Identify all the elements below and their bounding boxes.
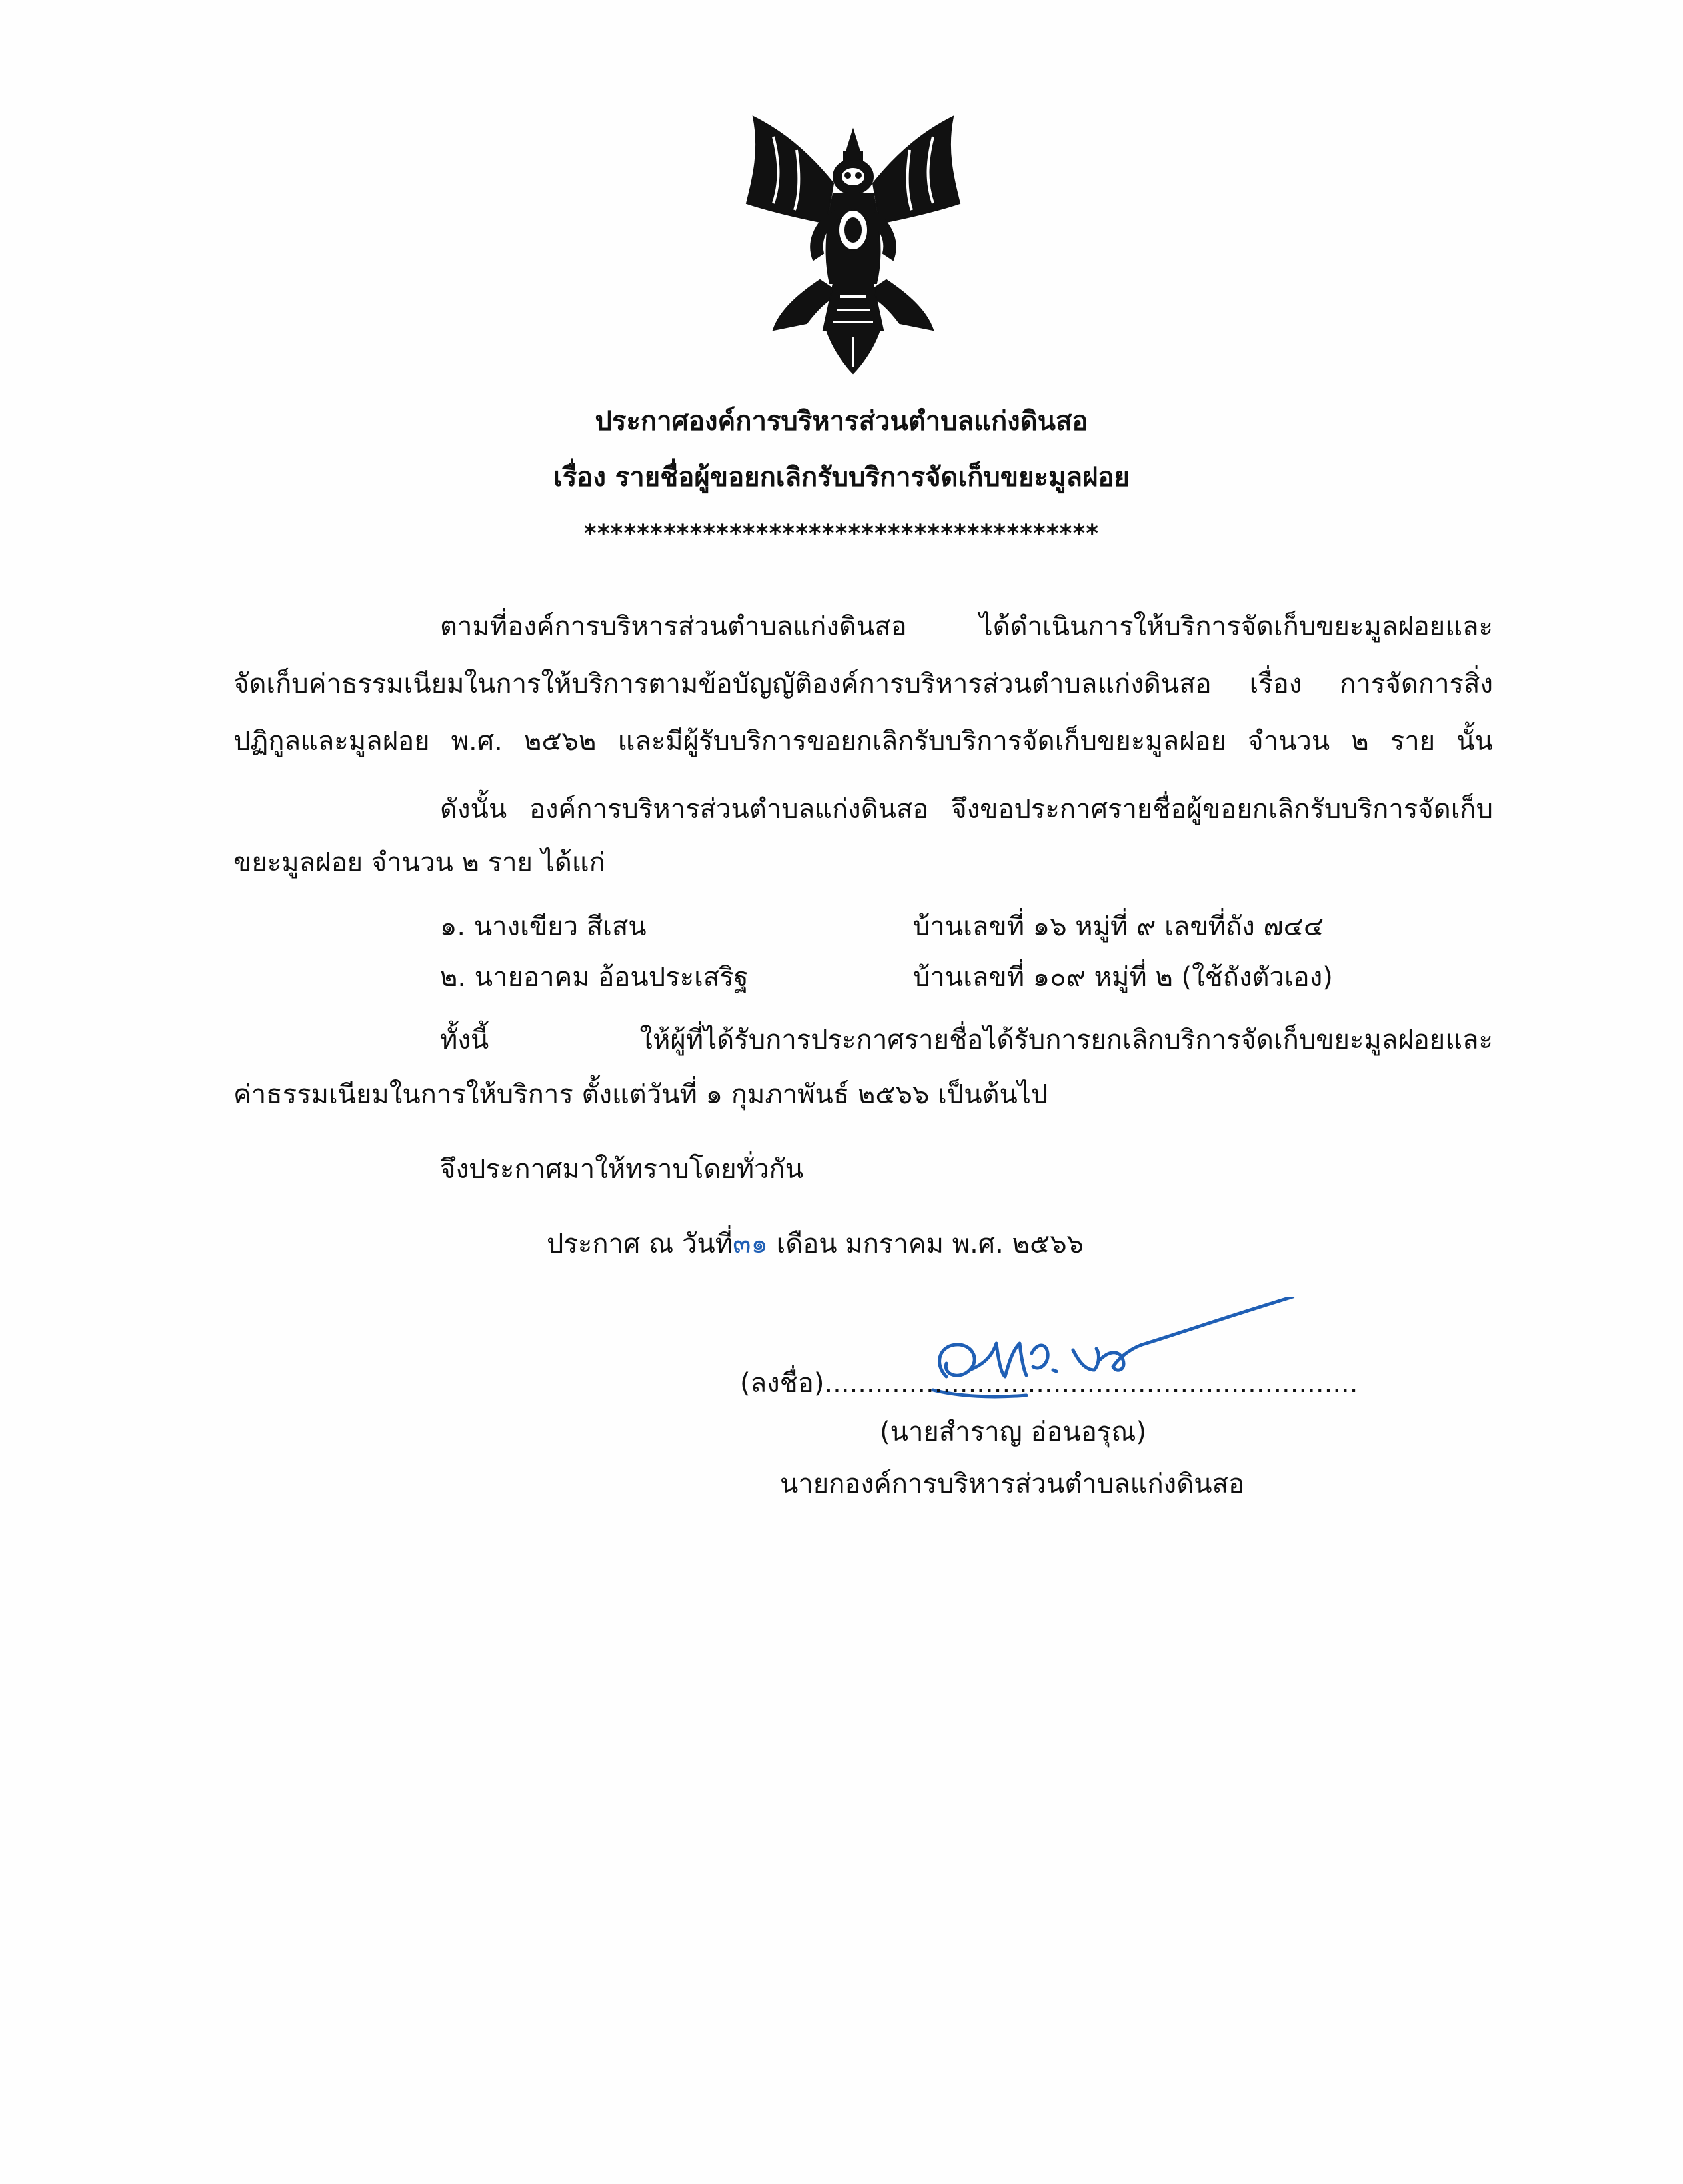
announcement-subject: เรื่อง รายชื่อผู้ขอยกเลิกรับบริการจัดเก็บขยะมูลฝอย — [553, 462, 1130, 493]
closing-text: จึงประกาศมาให้ทราบโดยทั่วกัน — [440, 1154, 804, 1185]
signatory-name: (นายสำราญ อ่อนอรุณ) — [880, 1417, 1147, 1447]
para3-line2: ค่าธรรมเนียมในการให้บริการ ตั้งแต่วันที่ ๑ กุมภาพันธ์ ๒๕๖๖ เป็นต้นไป — [233, 1079, 1048, 1110]
entry-2-name: ๒. นายอาคม อ้อนประเสริฐ — [440, 962, 749, 993]
signature-line — [740, 1363, 1358, 1403]
date-day: ๓๑ — [733, 1229, 768, 1259]
entry-1-address: บ้านเลขที่ ๑๖ หมู่ที่ ๙ เลขที่ถัง ๗๔๔ — [913, 911, 1324, 942]
para2-line2: ขยะมูลฝอย จำนวน ๒ ราย ได้แก่ — [233, 847, 605, 878]
para1-line2: จัดเก็บค่าธรรมเนียมในการให้บริการตามข้อบัญญัติองค์การบริหารส่วนตำบลแก่งดินสอ เรื่อง การจัดการสิ่ง — [233, 669, 1493, 699]
garuda-emblem-icon — [733, 110, 973, 377]
entry-2-address: บ้านเลขที่ ๑๐๙ หมู่ที่ ๒ (ใช้ถังตัวเอง) — [913, 962, 1333, 993]
para1-line1: ตามที่องค์การบริหารส่วนตำบลแก่งดินสอ ได้ดำเนินการให้บริการจัดเก็บขยะมูลฝอยและ — [440, 611, 1493, 642]
entry-1-name: ๑. นางเขียว สีเสน — [440, 911, 647, 942]
signature-dots: ............................................................... — [824, 1368, 1358, 1399]
para1-line3: ปฏิกูลและมูลฝอย พ.ศ. ๒๕๖๒ และมีผู้รับบริการขอยกเลิกรับบริการจัดเก็บขยะมูลฝอย จำนวน ๒ ราย นั้น — [233, 726, 1493, 757]
date-prefix: ประกาศ ณ วันที่ — [547, 1229, 733, 1259]
para3-line1: ทั้งนี้ ให้ผู้ที่ได้รับการประกาศรายชื่อได้รับการยกเลิกบริการจัดเก็บขยะมูลฝอยและ — [440, 1025, 1493, 1055]
announcement-title: ประกาศองค์การบริหารส่วนตำบลแก่งดินสอ — [595, 406, 1088, 437]
announcement-date — [547, 1224, 1084, 1264]
date-suffix: เดือน มกราคม พ.ศ. ๒๕๖๖ — [776, 1229, 1084, 1259]
separator-line: *************************************** — [583, 520, 1100, 547]
sign-label: (ลงชื่อ) — [740, 1368, 825, 1399]
para2-line1: ดังนั้น องค์การบริหารส่วนตำบลแก่งดินสอ จึงขอประกาศรายชื่อผู้ขอยกเลิกรับบริการจัดเก็บ — [440, 794, 1493, 825]
signatory-position: นายกองค์การบริหารส่วนตำบลแก่งดินสอ — [780, 1469, 1244, 1499]
